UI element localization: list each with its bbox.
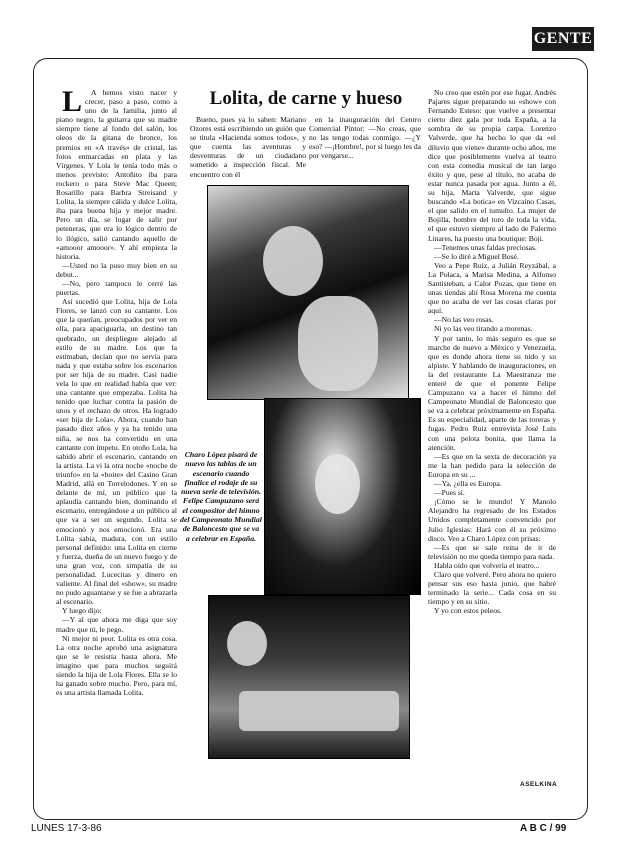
paragraph: Bueno, pues ya lo saben: Mariano Ozores está escribiendo un guión que se titula «Hacienda somos todos», y que cuenta las aventuras y desventuras de un ciudadano sometido a inspección fiscal. Me encuentro con él <box>190 115 306 179</box>
paragraph: No creo que estén por ese fugar. Andrés Pajares sigue preparando su «show» con Fernando Esteso: que vuelve a presentar cierto diez gala por toda España, a la sombra de su propia carpa. Lorenzo Valverde, que ha hecho lo que da «el diluvio que viene» durante ocho años, me dice que posiblemente vuelva al teatro con esta comedia musical de tan largo éxito y que, pese al título, no acaba de estar nunca pasada por agua. Junto a él, su hija, Marta Valverde, que sigue buscando «La botica» en Vizcaíno Casas, el que salido en el tumulto. La mujer de Bojilla, hombre del toro de toda la vida, el que estuvo siempre al lado de Palermo Linares, ha puesto una boutique: Boji. <box>428 88 556 243</box>
photo-highlight <box>298 296 378 391</box>
paragraph: Habla oído que volvería el teatro... <box>434 560 540 570</box>
paragraph: —No las veo rosas. <box>434 315 494 325</box>
photo-felipe-campuzano <box>208 595 410 759</box>
photo-highlight <box>315 454 360 514</box>
paragraph: —Ya, ¿ella es Europa. <box>434 479 502 489</box>
column-2-intro <box>190 115 306 183</box>
paragraph: Claro que volveré. Pero ahora no quiero pensar sus eso hasta junio, que habré terminado la serie... Cada cosa en su tiempo y en su sitio. <box>428 569 556 607</box>
paragraph: L A hemos visto nacer y crecer, paso a paso, como a uno de la familia, junto al piano negro, la guitarra que su madre siempre tiene al fondo del salón, los oleos de la gitana de bronce, los premios en «A través» de cristal, las fotos enmarcadas en plata y las Vírgenes. Y Lola le tenía todo más o menos previsto: Antoñito iba para rockero o para Steve Mac Queen; Rosarillo para Barbra Streisand y Lolita, la siempre cálida y dulce Lolita, iba para buena hija y mejor madre. Pero un día, se lugar de salir por peteneras, que era lo lógico dentro de lo ilógico, salió cantando aquello de «amooor amooor». Y ahí empieza la historia. <box>56 88 177 261</box>
paragraph: —Y al que ahora me diga que soy madre que tú, le pego. <box>56 615 177 634</box>
paragraph: en la inauguración del Centro Comercial Pintor: —No creas, que no las tengo todas conmigo. —¿Y eso? —¡Hombre!, por si luego les da por vengarse... <box>309 115 421 161</box>
section-tag: GENTE <box>532 27 594 51</box>
paragraph: Veo a Pepe Ruiz, a Julián Reyzábal, a La Polaca, a Marisa Medina, a Alfonso Santisteban, a Calor Pozas, que tiene en unas tiendas ahí Rosa Morena me cuenta que no acaba de ver las cosas claras por aquí. <box>428 260 556 316</box>
column-3-intro <box>309 115 421 183</box>
paragraph: ¡Cómo se le mundo! Y Manolo Alejandro ha regresado de los Estados Unidos completamente convencido por Julio Iglesias: Hará con él su próximo disco. Veo a Charo López con prisas: <box>428 497 556 543</box>
paragraph: Y yo con estos peleos. <box>434 606 502 616</box>
photo-caption: Charo López pisará de nuevo las tablas de un escenario cuando finalice el rodaje de su nueva serie de televisión. Felipe Campuzano será el compositor del himno del Campeonato Mundial de Baloncesto que se va a celebrar en España. <box>180 450 262 543</box>
paragraph: —Se lo diré a Miguel Bosé. <box>434 251 519 261</box>
paragraph: —Usted no la puso muy bien en su debut... <box>56 260 177 279</box>
paragraph: —No, pero tampoco le cerré las puertas. <box>56 278 177 298</box>
photo-lolita <box>207 185 409 400</box>
drop-cap: L <box>62 88 83 118</box>
paragraph: Y luego dijo: <box>62 606 102 616</box>
footer-date: LUNES 17-3-86 <box>31 823 102 834</box>
photo-charo-lopez <box>264 398 421 595</box>
photo-highlight <box>263 226 323 296</box>
paragraph: —Tenemos unas faldas preciosas. <box>434 242 537 252</box>
author-signature: ASELKINA <box>520 781 558 788</box>
paragraph: Así sucedió que Lolita, hija de Lola Flores, se lanzó con su cantante. Los que la querían, preocupados por ver en ella, para apaciguarla, un destino tan quebrado, un despliegue alejado al estilo de su madre. Los que la estimaban, decían que no servía para nada y que estaba sobre los escenarios por ser hija de su madre. Casi nadie vela lo que en realidad había que ver: una cantante que empezaba. Lolita ha tenido que luchar contra la pasión de unos y el rechazo de otros. Ha logrado «ser hija de Lola». Ahora, cuando han pasado diez años y ya ha tenido una niña, se nos ha convertido en una cantante con ímpetu. En otoño Lola, ha sabido abrir el escenario, cantando en la artista. La vi la otra noche «noche de triunfo» en la «boite» del Casino Gran Madrid, allá en Torrelodones. Y en se delante de mí, un público que la aplaudía cantando bien, dominando el escenario, entregándose a un público al que va a ser un segundo. Lolita se emocionó y nos emocionó. Era una Lolita sabia, madura, con un estilo personal definido: una Lolita en cierne y fuerza, dueña de un nuevo fuego y de una gran voz, con simpatía de su personalidad. Lucecitas y dinero en valiente. Al final del «show», su madre no pudo aguantarse y se fue a abrazarla al escenario. <box>56 297 177 607</box>
headline: Lolita, de carne y hueso <box>209 88 403 109</box>
paragraph: —Es que en la sexta de decoración ya me la han pedido para la selección de Europa en su ... <box>428 451 556 479</box>
paragraph: Ni mejor ni peor. Lolita es otra cosa. La otra noche aprobó una asignatura que se le resistía hasta ahora. Me imagino que para muchos seguirá siendo la hija de Lola Flores. Ella se lo ha ganado sobre mucho. Pero, para mí, es una artista llamada Lolita. <box>56 633 177 698</box>
paragraph: Y por tanto, lo más seguro es que se marche de nuevo a México y Venezuela, que es donde ahora tiene su nido y su alpiste. Y hablando de inauguraciones, en la del restaurante La Maestranza me enteré de que el ponente Felipe Campuzano va a hacer el himno del Campeonato Mundial de Baloncesto que se va a celebrar próximamente en España. Es su especialidad, aparte de las toreras y fugas. Pedro Ruiz entrevista José Luis con una pelota bonita, que llama la atención. <box>428 333 556 452</box>
paragraph: —Pues sí. <box>434 488 465 498</box>
paragraph: —Es que se sale reina de ir de televisión no me queda tiempo para nada. <box>428 542 556 561</box>
paragraph: Ni yo las veo tirando a morenas. <box>434 324 533 334</box>
column-4 <box>428 88 556 768</box>
photo-highlight <box>239 691 399 731</box>
photo-highlight <box>227 621 267 666</box>
footer-page-number: A B C / 99 <box>520 823 567 834</box>
column-1 <box>56 88 177 768</box>
